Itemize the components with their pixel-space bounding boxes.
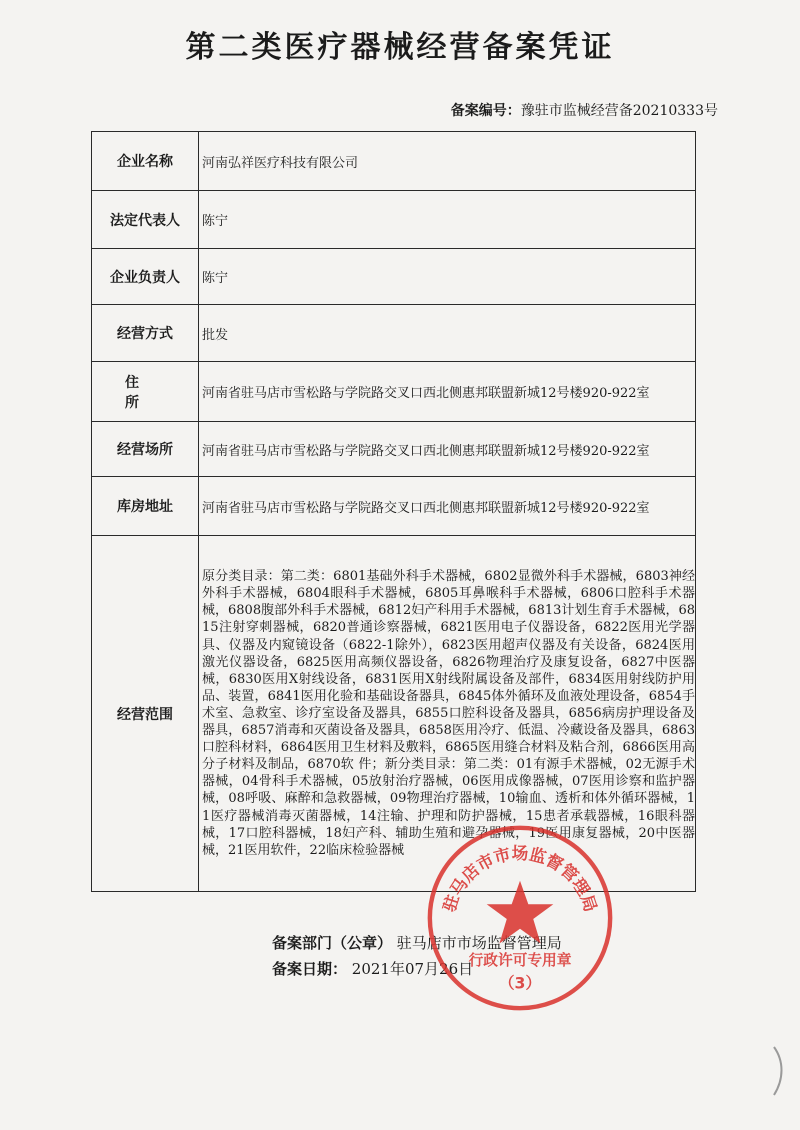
filing-department-value: 驻马店市市场监督管理局 [396, 934, 562, 952]
star-icon [487, 881, 554, 944]
legal-rep-label: 法定代表人 [92, 191, 199, 249]
official-seal [422, 820, 618, 1016]
legal-rep-value: 陈宁 [199, 191, 696, 249]
document-title: 第二类医疗器械经营备案凭证 [185, 30, 615, 65]
official-seal-graphic [422, 820, 618, 1016]
certificate-table [91, 131, 696, 892]
page-edge-mark [770, 1045, 792, 1097]
business-scope-label: 经营范围 [92, 536, 199, 892]
record-number [451, 100, 718, 120]
person-in-charge-value: 陈宁 [199, 249, 696, 305]
row-business-mode [92, 305, 696, 362]
filing-date-value: 2021年07月26日 [351, 960, 474, 978]
seal-subtext: 行政许可专用章 [468, 952, 572, 970]
record-number-label: 备案编号： [450, 103, 521, 119]
residence-label: 住 所 [92, 362, 199, 422]
business-premises-label: 经营场所 [92, 422, 199, 477]
warehouse-address-label: 库房地址 [92, 477, 199, 536]
row-warehouse-address [92, 477, 696, 536]
row-company-name [92, 132, 696, 191]
seal-text: 驻马店市市场监督管理局 [439, 844, 601, 915]
seal-number: （3） [498, 973, 542, 993]
row-residence [92, 362, 696, 422]
filing-department-label: 备案部门（公章） [272, 934, 393, 952]
company-name-value: 河南弘祥医疗科技有限公司 [199, 132, 696, 191]
row-legal-rep [92, 191, 696, 249]
row-person-in-charge [92, 249, 696, 305]
record-number-value: 豫驻市监械经营备20210333号 [520, 103, 718, 119]
company-name-label: 企业名称 [92, 132, 199, 191]
business-mode-value: 批发 [199, 305, 696, 362]
warehouse-address-value: 河南省驻马店市雪松路与学院路交叉口西北侧惠邦联盟新城12号楼920-922室 [199, 477, 696, 536]
residence-value: 河南省驻马店市雪松路与学院路交叉口西北侧惠邦联盟新城12号楼920-922室 [199, 362, 696, 422]
business-mode-label: 经营方式 [92, 305, 199, 362]
business-premises-value: 河南省驻马店市雪松路与学院路交叉口西北侧惠邦联盟新城12号楼920-922室 [199, 422, 696, 477]
row-business-premises [92, 422, 696, 477]
business-scope-value: 原分类目录：第二类：6801基础外科手术器械，6802显微外科手术器械，6803神经外科手术器械，6804眼科手术器械，6805耳鼻喉科手术器械，6806口腔科手术器械，6808腹部外科手术器械，6812妇产科用手术器械，6813计划生育手术器械，6815注射穿刺器械，6820普通诊察器械，6821医用电子仪器设备，6822医用光学器具、仪器及内窥镜设备（6822-1除外），6823医用超声仪器及有关设备，6824医用激光仪器设备，6825医用高频仪器设备，6826物理治疗及康复设备，6827中医器械，6830医用X射线设备，6831医用X射线附属设备及部件，6834医用射线防护用品、装置，6841医用化验和基础设备器具，6845体外循环及血液处理设备，6854手术室、急救室、诊疗室设备及器具，6855口腔科设备及器具，6856病房护理设备及器具，6857消毒和灭菌设备及器具，6858医用冷疗、低温、冷藏设备及器具，6863口腔科材料，6864医用卫生材料及敷料，6865医用缝合材料及粘合剂，6866医用高分子材料及制品，6870软 件；新分类目录：第二类：01有源手术器械，02无源手术器械，04骨科手术器械，05放射治疗器械，06医用成像器械，07医用诊察和监护器械，08呼吸、麻醉和急救器械，09物理治疗器械，10输血、透析和体外循环器械，11医疗器械消毒灭菌器械，14注输、护理和防护器械，15患者承载器械，16眼科器械，17口腔科器械，18妇产科、辅助生殖和避孕器械，19医用康复器械，20中医器械，21医用软件，22临床检验器械 [199, 536, 696, 892]
filing-date-label: 备案日期： [272, 960, 348, 978]
person-in-charge-label: 企业负责人 [92, 249, 199, 305]
